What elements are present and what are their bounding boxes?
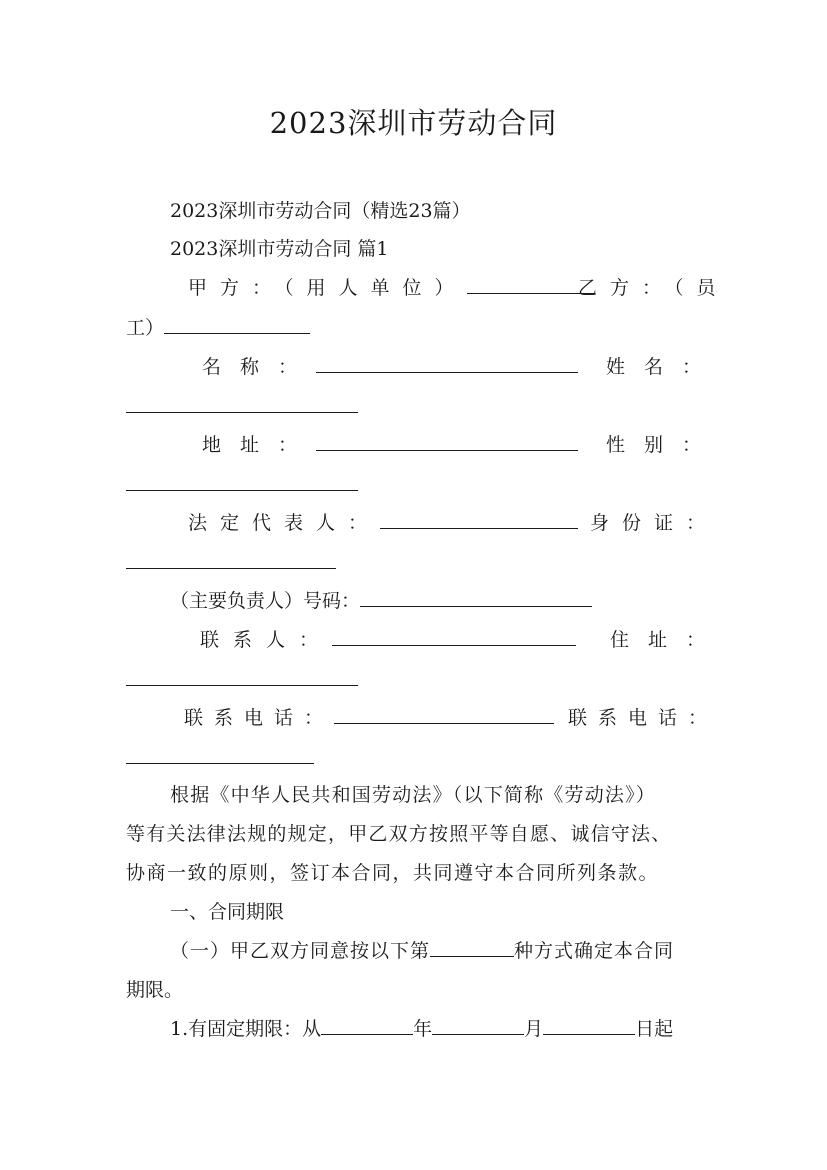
party-a-blank[interactable] — [467, 276, 595, 294]
term1-text-b: 种方式确定本合同 — [514, 940, 675, 962]
id-card-row — [590, 508, 718, 538]
gender-blank-row — [126, 470, 358, 500]
party-b-blank[interactable] — [164, 316, 310, 334]
term1-text-c: 期限。 — [126, 979, 184, 1001]
fixed-year-label: 年 — [413, 1018, 433, 1040]
gender-label: 性别： — [606, 434, 721, 456]
address-row — [202, 430, 578, 460]
name-label: 名称： — [202, 356, 317, 378]
full-name-blank[interactable] — [126, 395, 358, 413]
party-b-cont-label: 工） — [126, 317, 165, 339]
address-label: 地址： — [202, 434, 317, 456]
section-heading — [170, 234, 388, 264]
contact-row — [200, 625, 576, 655]
document-title: 2023深圳市劳动合同 — [269, 106, 558, 140]
term-heading — [170, 897, 284, 927]
residence-blank[interactable] — [126, 668, 358, 686]
id-card-blank[interactable] — [126, 551, 336, 569]
subtitle — [170, 196, 471, 226]
phone-b-row — [568, 703, 718, 733]
term1-text-a: （一）甲乙双方同意按以下第 — [170, 940, 431, 962]
full-name-label: 姓名： — [606, 356, 721, 378]
contact-label: 联系人： — [200, 629, 333, 651]
name-row — [202, 352, 578, 382]
fixed-term-label: 1.有固定期限：从 — [170, 1018, 322, 1040]
subtitle-text: 2023深圳市劳动合同（精选23篇） — [170, 200, 471, 222]
paragraph-text-2: 等有关法律法规的规定，甲乙双方按照平等自愿、诚信守法、 — [126, 823, 672, 845]
phone-a-blank[interactable] — [334, 706, 554, 724]
phone-a-row — [184, 703, 554, 733]
term1-cont-row — [126, 975, 183, 1005]
phone-a-label: 联系电话： — [184, 707, 335, 729]
fixed-term-row — [170, 1014, 673, 1044]
gender-blank[interactable] — [126, 473, 358, 491]
fixed-month-label: 月 — [524, 1018, 544, 1040]
legal-rep-blank[interactable] — [380, 511, 578, 529]
id-card-blank-row — [126, 548, 336, 578]
paragraph-line-2 — [126, 819, 671, 849]
fixed-year-blank[interactable] — [321, 1017, 413, 1035]
phone-b-blank-row — [126, 743, 314, 773]
residence-blank-row — [126, 665, 358, 695]
principal-blank[interactable] — [360, 589, 592, 607]
fixed-day-label: 日起 — [635, 1018, 674, 1040]
name-blank[interactable] — [316, 355, 578, 373]
fixed-month-blank[interactable] — [432, 1017, 524, 1035]
party-a-label: 甲方：（用人单位） — [188, 277, 467, 299]
legal-rep-label: 法定代表人： — [188, 512, 381, 534]
contact-blank[interactable] — [332, 628, 576, 646]
principal-row — [170, 586, 592, 616]
term1-blank[interactable] — [430, 939, 514, 957]
phone-b-label: 联系电话： — [568, 707, 719, 729]
gender-row — [606, 430, 720, 460]
residence-row — [610, 625, 724, 655]
principal-label: （主要负责人）号码： — [170, 590, 361, 612]
phone-b-blank[interactable] — [126, 746, 314, 764]
term-heading-text: 一、合同期限 — [170, 901, 285, 923]
party-b-label: 乙方：（员 — [578, 277, 729, 299]
residence-label: 住址： — [610, 629, 725, 651]
address-blank[interactable] — [316, 433, 578, 451]
fixed-day-blank[interactable] — [543, 1017, 635, 1035]
paragraph-text-1: 根据《中华人民共和国劳动法》（以下简称《劳动法》） — [170, 784, 657, 806]
paragraph-line-1 — [170, 780, 656, 810]
party-a-row — [188, 273, 595, 303]
section-heading-text: 2023深圳市劳动合同 篇1 — [170, 238, 389, 260]
paragraph-line-3 — [126, 858, 659, 888]
paragraph-text-3: 协商一致的原则，签订本合同，共同遵守本合同所列条款。 — [126, 862, 660, 884]
party-b-row — [578, 273, 729, 303]
legal-rep-row — [188, 508, 578, 538]
party-b-cont-row — [126, 313, 310, 343]
full-name-blank-row — [126, 392, 358, 422]
id-card-label: 身份证： — [590, 512, 719, 534]
term1-row — [170, 936, 674, 966]
full-name-row — [606, 352, 720, 382]
